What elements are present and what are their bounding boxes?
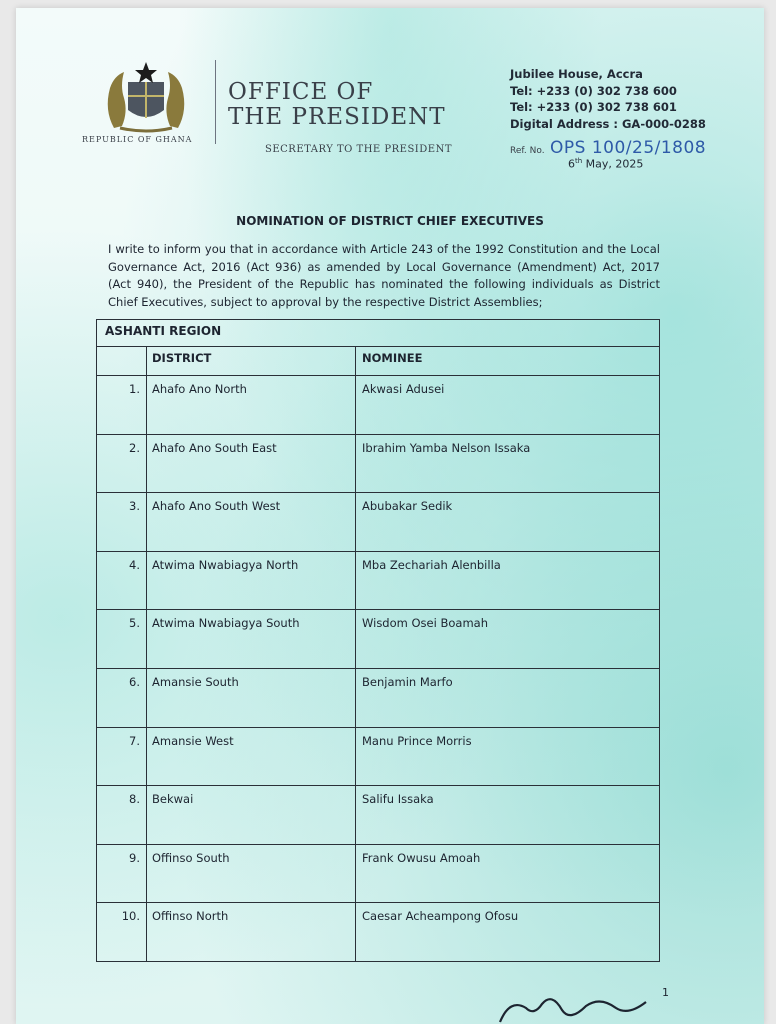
nominee-cell: Wisdom Osei Boamah	[362, 616, 488, 631]
header-number-cell	[97, 347, 147, 375]
signature-icon	[496, 994, 666, 1024]
header-nominee: NOMINEE	[362, 351, 423, 365]
table-row	[97, 728, 659, 787]
table-header	[97, 347, 659, 376]
district-cell: Atwima Nwabiagya South	[147, 610, 356, 668]
district-cell: Offinso North	[147, 903, 356, 961]
nominee-cell: Manu Prince Morris	[362, 733, 472, 748]
office-title-line1: OFFICE OF	[228, 79, 374, 105]
nominee-cell: Salifu Issaka	[362, 792, 434, 807]
row-number: 8.	[97, 786, 147, 844]
contact-block	[510, 66, 706, 132]
table-row	[97, 786, 659, 845]
document-heading: NOMINATION OF DISTRICT CHIEF EXECUTIVES	[236, 214, 544, 228]
nominee-cell: Akwasi Adusei	[362, 382, 445, 396]
ref-number-handwritten: OPS 100/25/1808	[550, 138, 707, 158]
nominee-cell: Ibrahim Yamba Nelson Issaka	[362, 440, 531, 455]
office-title	[228, 80, 446, 130]
district-cell: Ahafo Ano South East	[147, 435, 356, 493]
nominees-table	[96, 319, 660, 962]
office-subtitle: SECRETARY TO THE PRESIDENT	[265, 144, 452, 155]
district-cell: Atwima Nwabiagya North	[147, 552, 356, 610]
table-row	[97, 903, 659, 961]
table-body	[97, 376, 659, 961]
nominee-cell: Abubakar Sedik	[362, 499, 453, 514]
letter-date	[568, 157, 643, 171]
district-cell: Ahafo Ano South West	[147, 493, 356, 551]
table-row	[97, 669, 659, 728]
district-cell: Amansie South	[147, 669, 356, 727]
crest-caption: REPUBLIC OF GHANA	[82, 135, 193, 144]
contact-tel-2: Tel: +233 (0) 302 738 601	[510, 100, 677, 114]
office-title-line2: THE PRESIDENT	[228, 104, 446, 130]
district-cell: Offinso South	[147, 845, 356, 903]
row-number: 6.	[97, 669, 147, 727]
nominee-cell: Caesar Acheampong Ofosu	[362, 909, 519, 924]
row-number: 1.	[97, 376, 147, 434]
row-number: 4.	[97, 552, 147, 610]
nominee-cell: Mba Zechariah Alenbilla	[362, 557, 501, 572]
district-cell: Bekwai	[147, 786, 356, 844]
nominee-cell: Frank Owusu Amoah	[362, 850, 481, 865]
contact-digital-address: Digital Address : GA-000-0288	[510, 116, 706, 131]
row-number: 9.	[97, 845, 147, 903]
row-number: 2.	[97, 435, 147, 493]
contact-tel-1: Tel: +233 (0) 302 738 600	[510, 83, 677, 98]
date-day: 6	[568, 157, 575, 171]
table-row	[97, 435, 659, 494]
table-row	[97, 552, 659, 611]
district-cell: Amansie West	[147, 728, 356, 786]
document-page	[16, 8, 764, 1024]
region-heading: ASHANTI REGION	[97, 320, 659, 347]
table-row	[97, 610, 659, 669]
ref-label: Ref. No.	[510, 146, 545, 156]
row-number: 5.	[97, 610, 147, 668]
date-rest: May, 2025	[582, 157, 644, 171]
header-divider	[215, 60, 216, 144]
date-suffix: th	[575, 157, 583, 165]
district-cell: Ahafo Ano North	[147, 376, 356, 434]
nominee-cell: Benjamin Marfo	[362, 674, 453, 689]
contact-address: Jubilee House, Accra	[510, 67, 643, 81]
row-number: 10.	[97, 903, 147, 961]
document-body: I write to inform you that in accordance with Article 243 of the 1992 Constitution and the Local Governance Act, 2016 (Act 936) as amended by Local Governance (Amendment) Act, 2017 (Act 940), the President of the Republic has nominated the following individuals as District Chief Executives, subject to approval by the respective District Assemblies;	[108, 242, 660, 309]
ghana-coat-of-arms-icon	[100, 58, 192, 134]
page-number: 1	[662, 986, 669, 999]
row-number: 3.	[97, 493, 147, 551]
row-number: 7.	[97, 728, 147, 786]
header-district: DISTRICT	[147, 347, 356, 375]
table-row	[97, 845, 659, 904]
table-row	[97, 493, 659, 552]
table-row	[97, 376, 659, 435]
